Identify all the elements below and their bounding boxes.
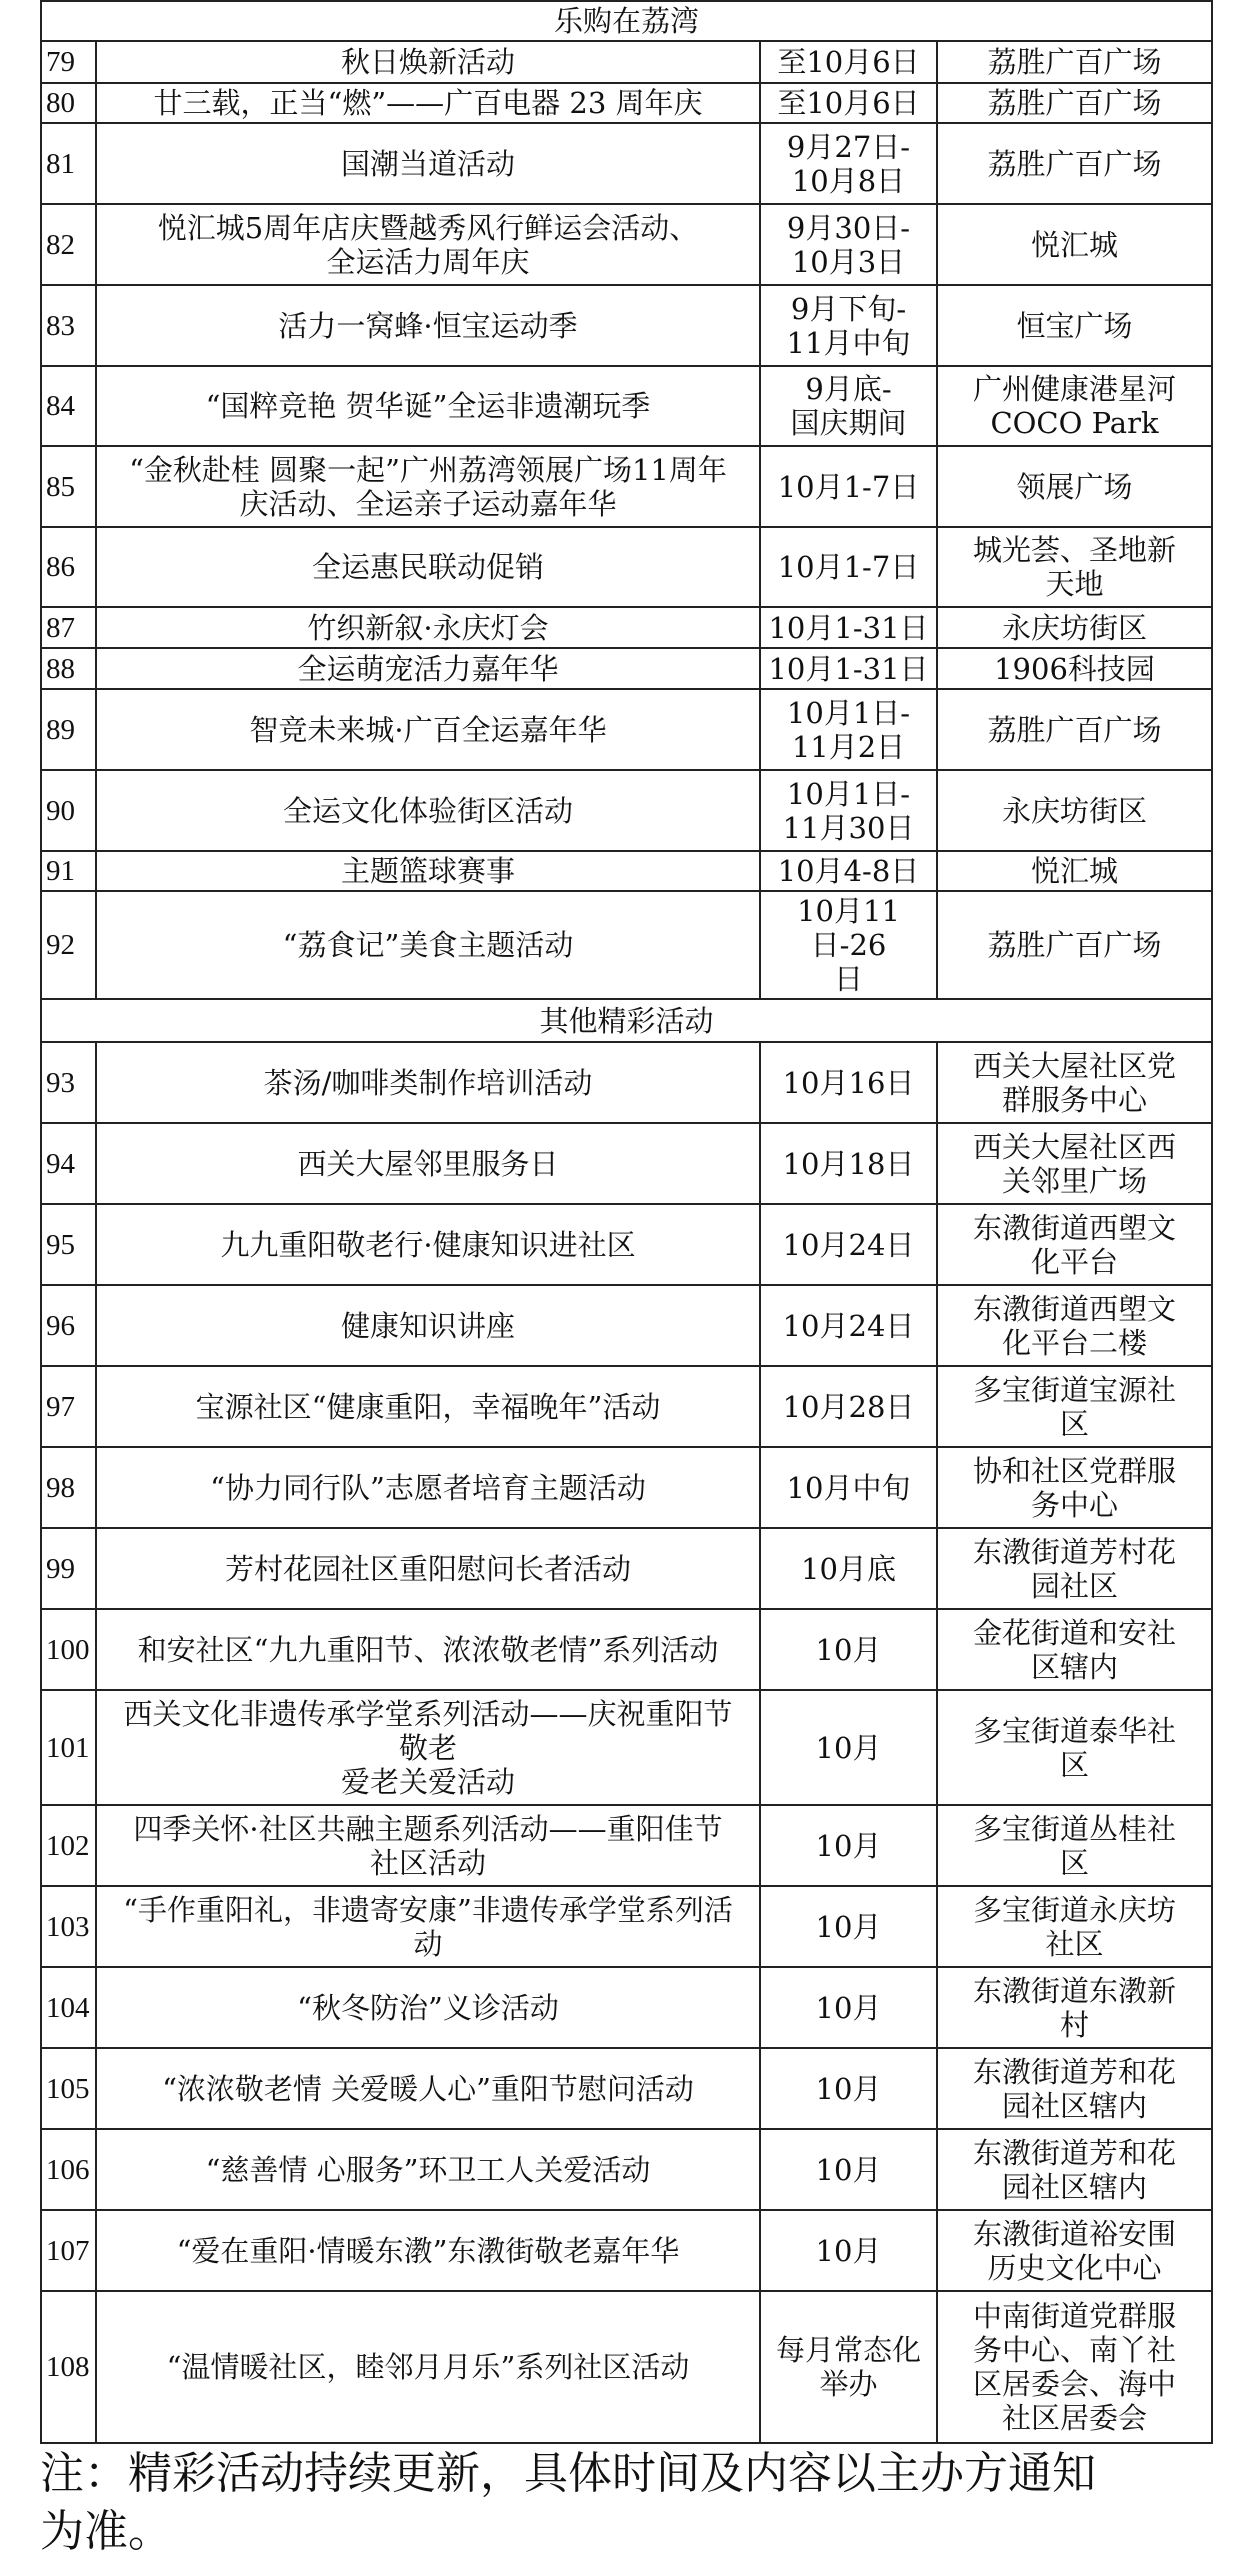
row-number: 81 — [41, 123, 96, 204]
row-number: 85 — [41, 446, 96, 527]
activity-venue: 东漖街道芳和花 园社区辖内 — [937, 2048, 1212, 2129]
row-number: 86 — [41, 527, 96, 607]
activity-date: 9月27日- 10月8日 — [760, 123, 937, 204]
section-title: 其他精彩活动 — [41, 999, 1212, 1042]
activity-venue: 协和社区党群服 务中心 — [937, 1447, 1212, 1528]
activity-name: 悦汇城5周年店庆暨越秀风行鲜运会活动、 全运活力周年庆 — [96, 204, 760, 285]
table-row — [41, 1690, 1212, 1805]
activity-venue: 荔胜广百广场 — [937, 891, 1212, 999]
table-row — [41, 41, 1212, 83]
activity-date: 10月1-7日 — [760, 527, 937, 607]
activity-date: 10月 — [760, 1609, 937, 1690]
activity-date: 10月24日 — [760, 1204, 937, 1285]
table-row — [41, 366, 1212, 446]
activity-date: 10月4-8日 — [760, 851, 937, 891]
activity-venue: 东漖街道东漖新 村 — [937, 1967, 1212, 2048]
table-row — [41, 2291, 1212, 2443]
activity-name: 茶汤/咖啡类制作培训活动 — [96, 1042, 760, 1123]
table-row — [41, 851, 1212, 891]
activity-date: 10月中旬 — [760, 1447, 937, 1528]
table-row — [41, 1366, 1212, 1447]
table-row — [41, 1528, 1212, 1609]
activity-venue: 恒宝广场 — [937, 285, 1212, 366]
row-number: 89 — [41, 689, 96, 770]
row-number: 91 — [41, 851, 96, 891]
activity-name: “爱在重阳·情暖东漖”东漖街敬老嘉年华 — [96, 2210, 760, 2291]
activity-date: 10月1-31日 — [760, 607, 937, 648]
activity-venue: 多宝街道宝源社 区 — [937, 1366, 1212, 1447]
activity-name: 西关大屋邻里服务日 — [96, 1123, 760, 1204]
row-number: 97 — [41, 1366, 96, 1447]
table-row — [41, 607, 1212, 648]
activity-date: 每月常态化 举办 — [760, 2291, 937, 2443]
activity-venue: 城光荟、圣地新 天地 — [937, 527, 1212, 607]
row-number: 105 — [41, 2048, 96, 2129]
table-row — [41, 2210, 1212, 2291]
activity-venue: 荔胜广百广场 — [937, 123, 1212, 204]
row-number: 83 — [41, 285, 96, 366]
row-number: 93 — [41, 1042, 96, 1123]
activity-venue: 永庆坊街区 — [937, 607, 1212, 648]
activity-date: 10月底 — [760, 1528, 937, 1609]
activity-name: 健康知识讲座 — [96, 1285, 760, 1366]
table-row — [41, 1886, 1212, 1967]
row-number: 104 — [41, 1967, 96, 2048]
activity-name: 全运文化体验街区活动 — [96, 770, 760, 851]
events-table — [40, 0, 1213, 2444]
activity-date: 10月 — [760, 2048, 937, 2129]
activity-date: 10月16日 — [760, 1042, 937, 1123]
section-header-row — [41, 1, 1212, 41]
activity-date: 10月1日- 11月30日 — [760, 770, 937, 851]
row-number: 82 — [41, 204, 96, 285]
activity-venue: 1906科技园 — [937, 648, 1212, 689]
activity-date: 10月 — [760, 1805, 937, 1886]
activity-venue: 悦汇城 — [937, 851, 1212, 891]
row-number: 106 — [41, 2129, 96, 2210]
row-number: 88 — [41, 648, 96, 689]
table-row — [41, 648, 1212, 689]
row-number: 101 — [41, 1690, 96, 1805]
activity-venue: 中南街道党群服 务中心、南丫社 区居委会、海中 社区居委会 — [937, 2291, 1212, 2443]
row-number: 80 — [41, 83, 96, 123]
activity-date: 9月下旬- 11月中旬 — [760, 285, 937, 366]
table-row — [41, 1447, 1212, 1528]
activity-date: 10月 — [760, 1967, 937, 2048]
activity-name: 活力一窝蜂·恒宝运动季 — [96, 285, 760, 366]
row-number: 107 — [41, 2210, 96, 2291]
activity-venue: 东漖街道裕安围 历史文化中心 — [937, 2210, 1212, 2291]
row-number: 96 — [41, 1285, 96, 1366]
activity-date: 9月30日- 10月3日 — [760, 204, 937, 285]
row-number: 92 — [41, 891, 96, 999]
activity-name: 和安社区“九九重阳节、浓浓敬老情”系列活动 — [96, 1609, 760, 1690]
table-row — [41, 527, 1212, 607]
activity-date: 9月底- 国庆期间 — [760, 366, 937, 446]
activity-name: 竹织新叙·永庆灯会 — [96, 607, 760, 648]
row-number: 108 — [41, 2291, 96, 2443]
activity-date: 10月11日-26 日 — [760, 891, 937, 999]
table-row — [41, 1967, 1212, 2048]
activity-name: “浓浓敬老情 关爱暖人心”重阳节慰问活动 — [96, 2048, 760, 2129]
row-number: 94 — [41, 1123, 96, 1204]
row-number: 103 — [41, 1886, 96, 1967]
table-row — [41, 123, 1212, 204]
table-row — [41, 1609, 1212, 1690]
activity-venue: 多宝街道泰华社 区 — [937, 1690, 1212, 1805]
row-number: 102 — [41, 1805, 96, 1886]
table-row — [41, 689, 1212, 770]
table-row — [41, 2048, 1212, 2129]
activity-name: “慈善情 心服务”环卫工人关爱活动 — [96, 2129, 760, 2210]
activity-name: 廿三载，正当“燃”——广百电器 23 周年庆 — [96, 83, 760, 123]
row-number: 99 — [41, 1528, 96, 1609]
activity-name: 四季关怀·社区共融主题系列活动——重阳佳节 社区活动 — [96, 1805, 760, 1886]
activity-name: 九九重阳敬老行·健康知识进社区 — [96, 1204, 760, 1285]
section-title: 乐购在荔湾 — [41, 1, 1212, 41]
activity-venue: 领展广场 — [937, 446, 1212, 527]
activity-date: 10月 — [760, 1886, 937, 1967]
table-row — [41, 1805, 1212, 1886]
activity-date: 10月1-7日 — [760, 446, 937, 527]
table-row — [41, 1042, 1212, 1123]
footnote: 注：精彩活动持续更新，具体时间及内容以主办方通知 为准。 — [40, 2448, 1096, 2557]
activity-name: 西关文化非遗传承学堂系列活动——庆祝重阳节 敬老 爱老关爱活动 — [96, 1690, 760, 1805]
activity-name: 宝源社区“健康重阳，幸福晚年”活动 — [96, 1366, 760, 1447]
activity-venue: 金花街道和安社 区辖内 — [937, 1609, 1212, 1690]
activity-name: 全运惠民联动促销 — [96, 527, 760, 607]
table-row — [41, 1204, 1212, 1285]
activity-date: 10月28日 — [760, 1366, 937, 1447]
row-number: 87 — [41, 607, 96, 648]
row-number: 84 — [41, 366, 96, 446]
table-row — [41, 446, 1212, 527]
activity-venue: 东漖街道西塱文 化平台二楼 — [937, 1285, 1212, 1366]
table-row — [41, 1285, 1212, 1366]
row-number: 98 — [41, 1447, 96, 1528]
activity-name: 智竞未来城·广百全运嘉年华 — [96, 689, 760, 770]
activity-venue: 荔胜广百广场 — [937, 83, 1212, 123]
activity-date: 10月1-31日 — [760, 648, 937, 689]
activity-date: 10月18日 — [760, 1123, 937, 1204]
activity-date: 10月 — [760, 2210, 937, 2291]
activity-venue: 东漖街道西塱文 化平台 — [937, 1204, 1212, 1285]
activity-name: 全运萌宠活力嘉年华 — [96, 648, 760, 689]
activity-venue: 多宝街道丛桂社 区 — [937, 1805, 1212, 1886]
activity-date: 10月24日 — [760, 1285, 937, 1366]
row-number: 90 — [41, 770, 96, 851]
table-row — [41, 83, 1212, 123]
activity-name: “温情暖社区，睦邻月月乐”系列社区活动 — [96, 2291, 760, 2443]
table-row — [41, 204, 1212, 285]
activity-date: 至10月6日 — [760, 83, 937, 123]
row-number: 100 — [41, 1609, 96, 1690]
activity-venue: 西关大屋社区西 关邻里广场 — [937, 1123, 1212, 1204]
activity-venue: 永庆坊街区 — [937, 770, 1212, 851]
row-number: 95 — [41, 1204, 96, 1285]
table-row — [41, 2129, 1212, 2210]
activity-name: “秋冬防治”义诊活动 — [96, 1967, 760, 2048]
activity-venue: 东漖街道芳村花 园社区 — [937, 1528, 1212, 1609]
activity-name: 国潮当道活动 — [96, 123, 760, 204]
activity-name: “协力同行队”志愿者培育主题活动 — [96, 1447, 760, 1528]
activity-date: 10月1日- 11月2日 — [760, 689, 937, 770]
table-row — [41, 1123, 1212, 1204]
activity-name: “国粹竞艳 贺华诞”全运非遗潮玩季 — [96, 366, 760, 446]
activity-name: “金秋赴桂 圆聚一起”广州荔湾领展广场11周年 庆活动、全运亲子运动嘉年华 — [96, 446, 760, 527]
activity-name: 芳村花园社区重阳慰问长者活动 — [96, 1528, 760, 1609]
activity-name: 秋日焕新活动 — [96, 41, 760, 83]
activity-date: 10月 — [760, 1690, 937, 1805]
activity-venue: 广州健康港星河 COCO Park — [937, 366, 1212, 446]
activity-venue: 西关大屋社区党 群服务中心 — [937, 1042, 1212, 1123]
row-number: 79 — [41, 41, 96, 83]
activity-name: “荔食记”美食主题活动 — [96, 891, 760, 999]
table-row — [41, 285, 1212, 366]
activity-venue: 荔胜广百广场 — [937, 689, 1212, 770]
activity-date: 10月 — [760, 2129, 937, 2210]
activity-venue: 多宝街道永庆坊 社区 — [937, 1886, 1212, 1967]
activity-venue: 东漖街道芳和花 园社区辖内 — [937, 2129, 1212, 2210]
activity-venue: 荔胜广百广场 — [937, 41, 1212, 83]
section-header-row — [41, 999, 1212, 1042]
activity-date: 至10月6日 — [760, 41, 937, 83]
events-table-body — [41, 1, 1212, 2443]
table-row — [41, 770, 1212, 851]
activity-venue: 悦汇城 — [937, 204, 1212, 285]
table-row — [41, 891, 1212, 999]
activity-name: 主题篮球赛事 — [96, 851, 760, 891]
activity-name: “手作重阳礼，非遗寄安康”非遗传承学堂系列活 动 — [96, 1886, 760, 1967]
